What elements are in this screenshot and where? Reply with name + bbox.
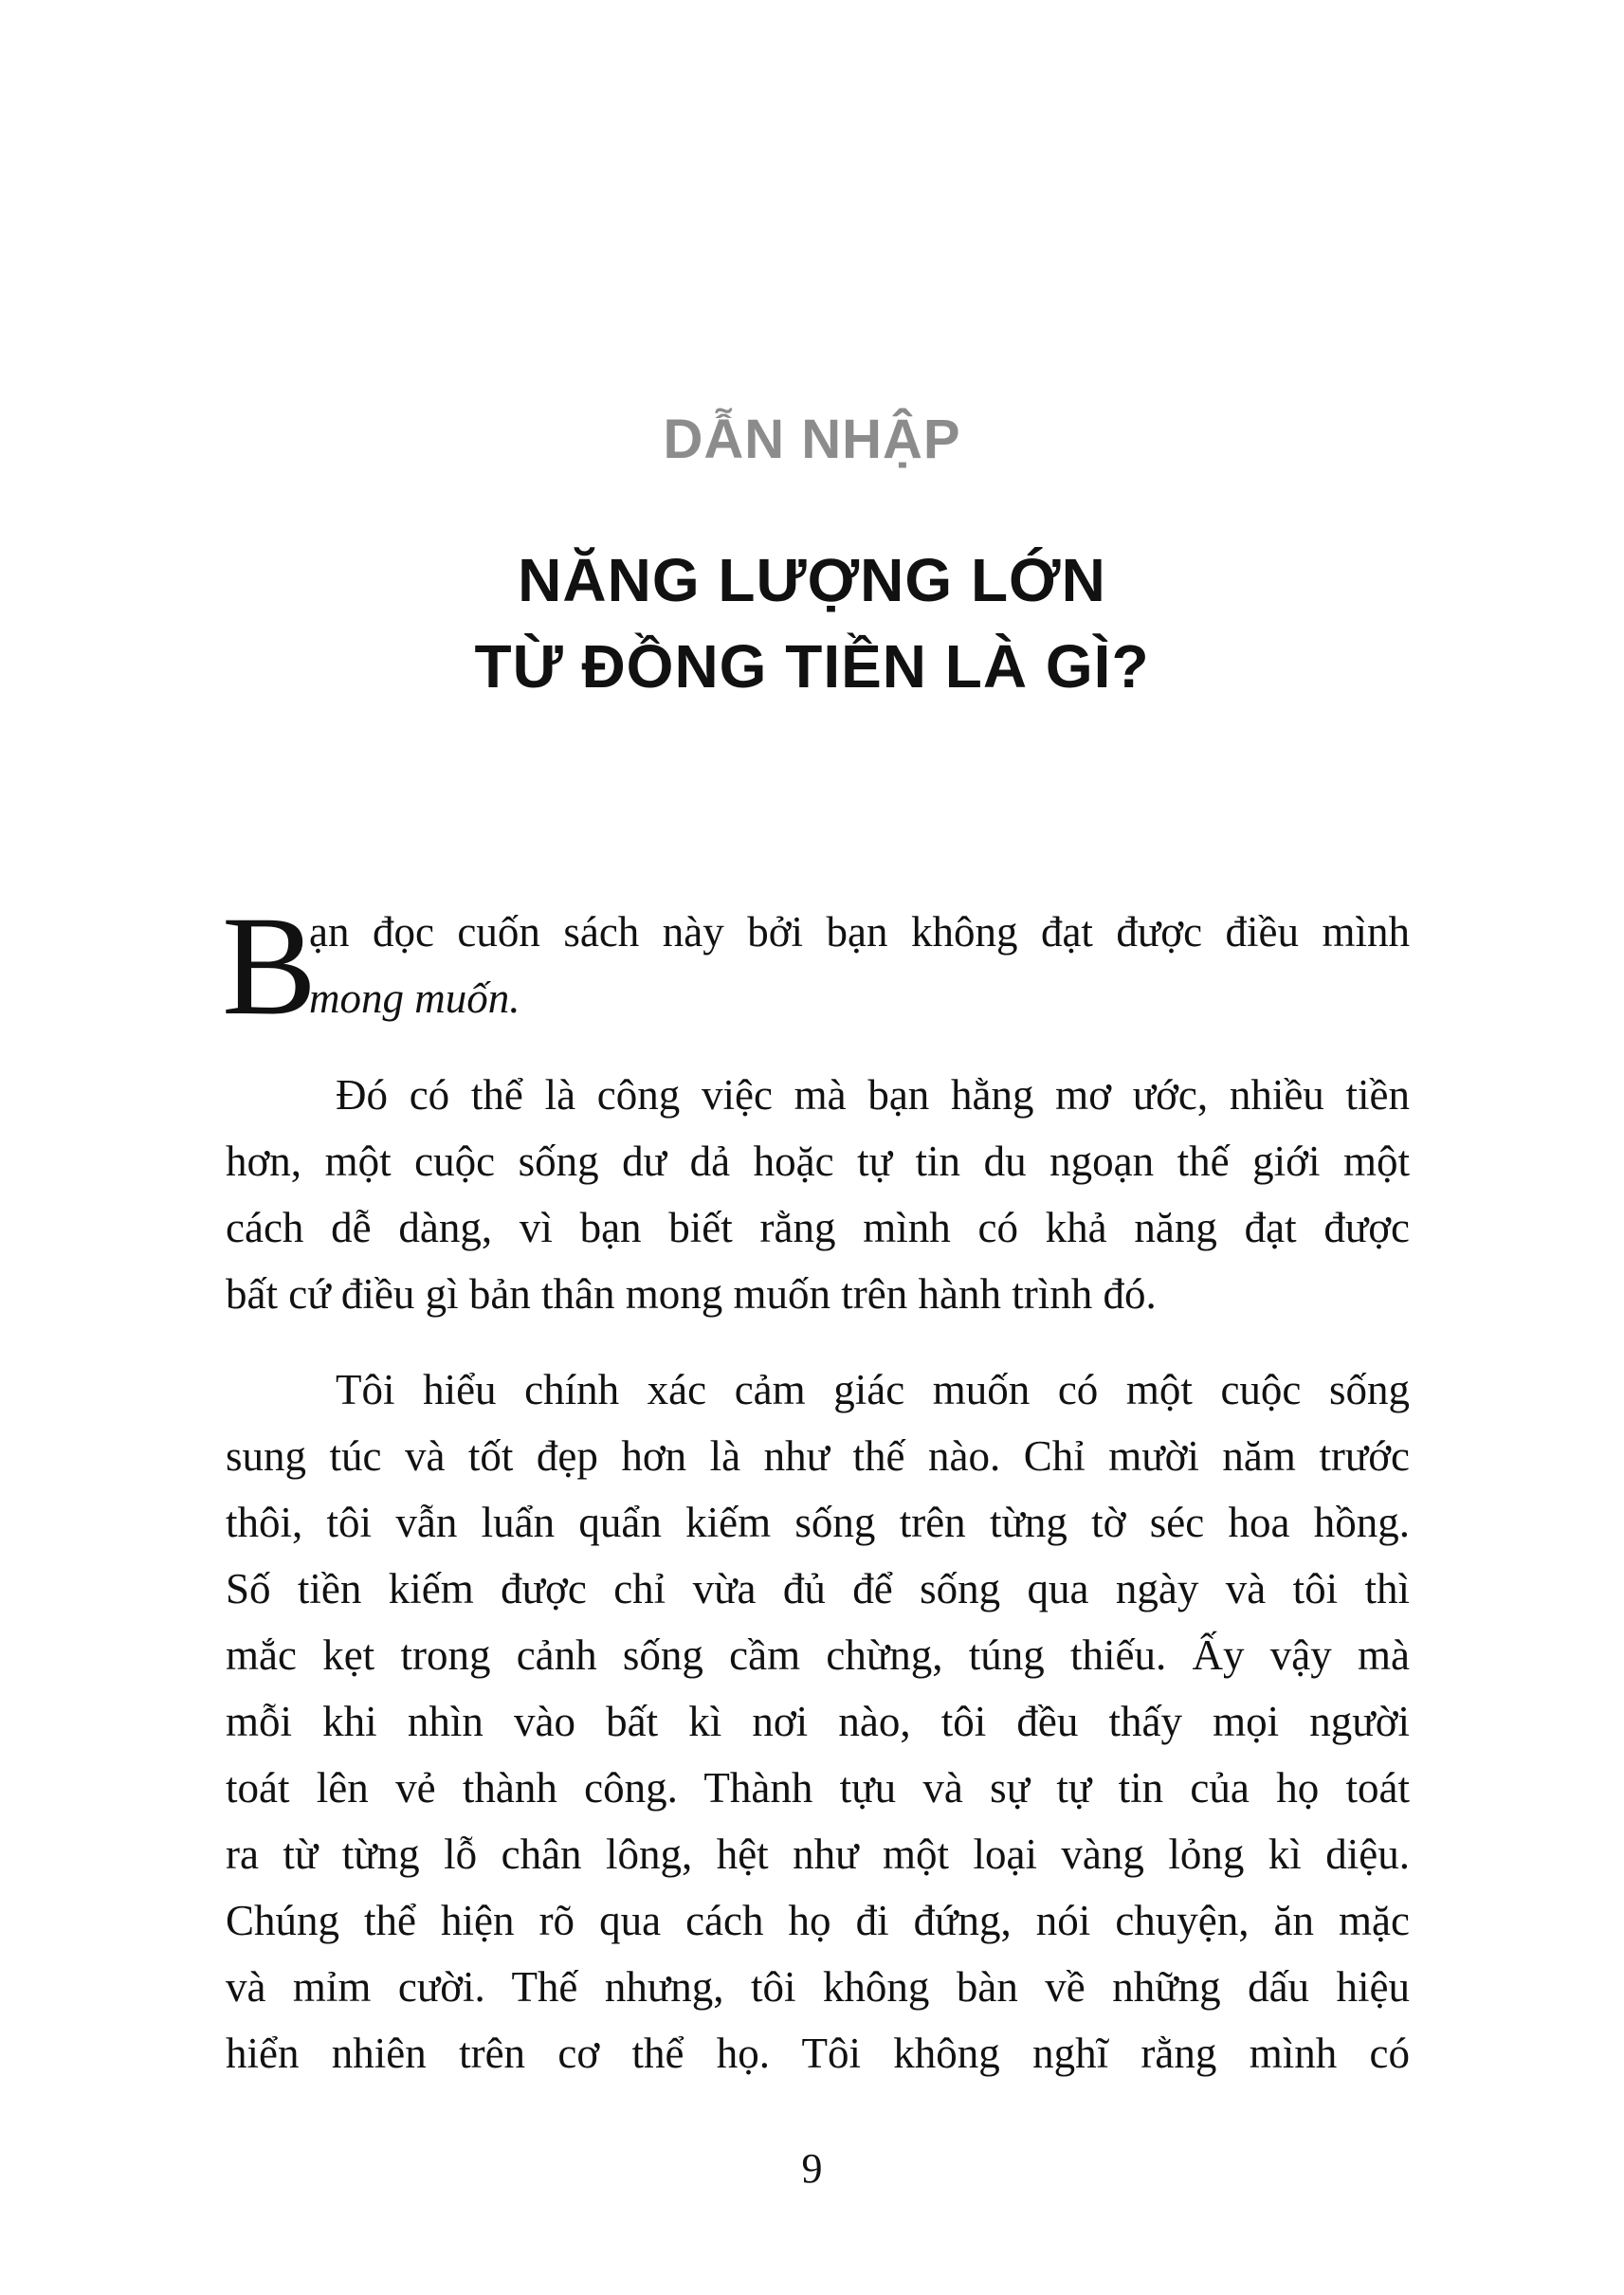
body-line: ra từ từng lỗ chân lông, hệt như một loại vàng lỏng kì diệu. (226, 1831, 1410, 1878)
body-line: Chúng thể hiện rõ qua cách họ đi đứng, nói chuyện, ăn mặc (226, 1897, 1410, 1944)
chapter-title-line-2: TỪ ĐỒNG TIỀN LÀ GÌ? (474, 632, 1150, 701)
chapter-kicker: DẪN NHẬP (663, 409, 961, 470)
body-line: toát lên vẻ thành công. Thành tựu và sự tự tin của họ toát (226, 1764, 1410, 1812)
body-line: hơn, một cuộc sống dư dả hoặc tự tin du ngoạn thế giới một (226, 1138, 1410, 1185)
body-line: và mỉm cười. Thế nhưng, tôi không bàn về những dấu hiệu (226, 1963, 1410, 2011)
body-line: mong muốn. (309, 974, 520, 1022)
body-line: bất cứ điều gì bản thân mong muốn trên hành trình đó. (226, 1270, 1157, 1318)
page-number: 9 (801, 2145, 823, 2192)
body-line: Tôi hiểu chính xác cảm giác muốn có một cuộc sống (336, 1366, 1410, 1413)
body-line: Số tiền kiếm được chỉ vừa đủ để sống qua ngày và tôi thì (226, 1565, 1410, 1612)
drop-cap: B (222, 887, 318, 1045)
body-line: mắc kẹt trong cảnh sống cầm chừng, túng thiếu. Ấy vậy mà (226, 1631, 1410, 1679)
body-line: thôi, tôi vẫn luẩn quẩn kiếm sống trên từng tờ séc hoa hồng. (226, 1499, 1410, 1546)
body-line: Đó có thể là công việc mà bạn hằng mơ ước, nhiều tiền (336, 1071, 1410, 1119)
body-line: sung túc và tốt đẹp hơn là như thế nào. Chỉ mười năm trước (226, 1432, 1410, 1480)
body-line: ạn đọc cuốn sách này bởi bạn không đạt được điều mình (309, 908, 1410, 956)
body-line: cách dễ dàng, vì bạn biết rằng mình có khả năng đạt được (226, 1204, 1410, 1251)
body-line: mỗi khi nhìn vào bất kì nơi nào, tôi đều thấy mọi người (226, 1698, 1410, 1745)
chapter-title-line-1: NĂNG LƯỢNG LỚN (518, 546, 1106, 614)
body-line: hiển nhiên trên cơ thể họ. Tôi không nghĩ rằng mình có (226, 2030, 1410, 2077)
